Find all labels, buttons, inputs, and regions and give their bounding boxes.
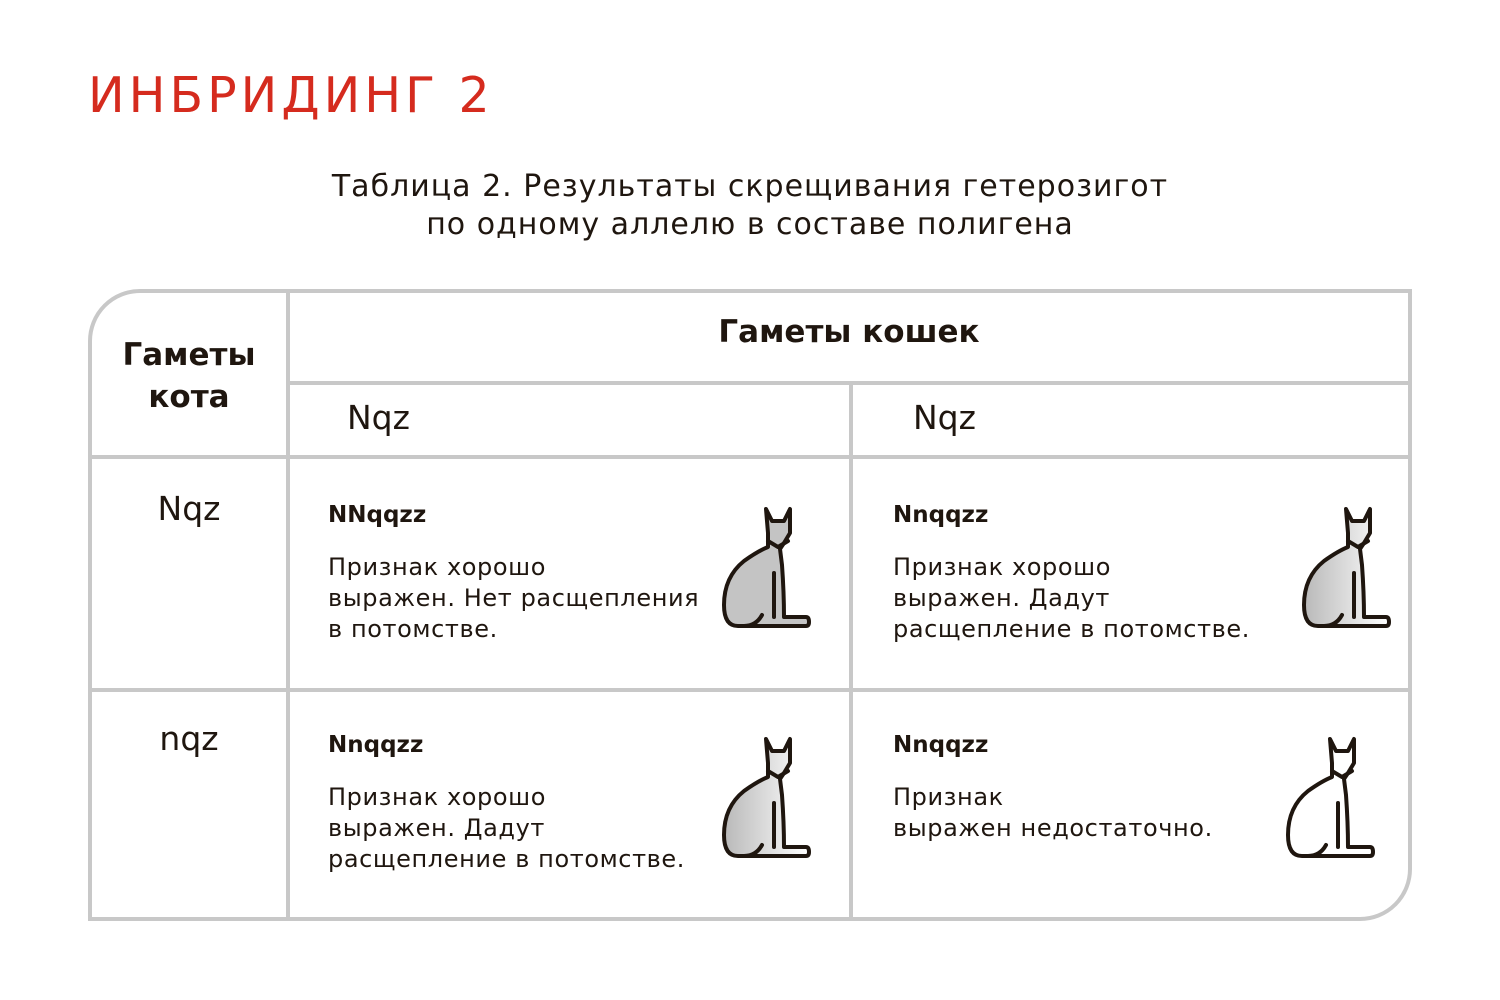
- divider-female-columns: [849, 383, 853, 917]
- genotype-r2-c2: Nnqqzz: [893, 732, 989, 758]
- page-title: ИНБРИДИНГ 2: [88, 67, 494, 124]
- genotype-r2-c1: Nnqqzz: [328, 732, 424, 758]
- caption-line-2: по одному аллелю в составе полигена: [426, 207, 1074, 242]
- female-gamete-2: Nqz: [913, 398, 976, 437]
- description-r1-c1: Признак хорошо выражен. Нет расщепления в потомстве.: [328, 553, 700, 643]
- table-caption: [0, 168, 1500, 244]
- divider-row-2: [92, 688, 1408, 692]
- female-gametes-header: Гаметы кошек: [718, 314, 980, 350]
- divider-male-column: [286, 293, 290, 917]
- description-r1-c2: Признак хорошо выражен. Дадут расщепление в потомстве.: [893, 553, 1251, 643]
- cat-icon: [718, 503, 814, 633]
- divider-header: [290, 381, 1408, 385]
- genotype-r1-c2: Nnqqzz: [893, 502, 989, 528]
- cat-icon: [1282, 733, 1378, 863]
- caption-line-1: Таблица 2. Результаты скрещивания гетерозигот: [331, 169, 1169, 204]
- divider-row-1: [92, 455, 1408, 459]
- cat-icon: [718, 733, 814, 863]
- male-gametes-header: Гаметы кота: [122, 337, 256, 415]
- male-gamete-row-1: Nqz: [157, 489, 221, 528]
- genotype-r1-c1: NNqqzz: [328, 502, 427, 528]
- description-r2-c1: Признак хорошо выражен. Дадут расщепление в потомстве.: [328, 783, 686, 873]
- cat-icon: [1298, 503, 1394, 633]
- description-r2-c2: Признак выражен недостаточно.: [893, 783, 1213, 842]
- female-gamete-1: Nqz: [347, 398, 410, 437]
- male-gamete-row-2: nqz: [159, 719, 219, 758]
